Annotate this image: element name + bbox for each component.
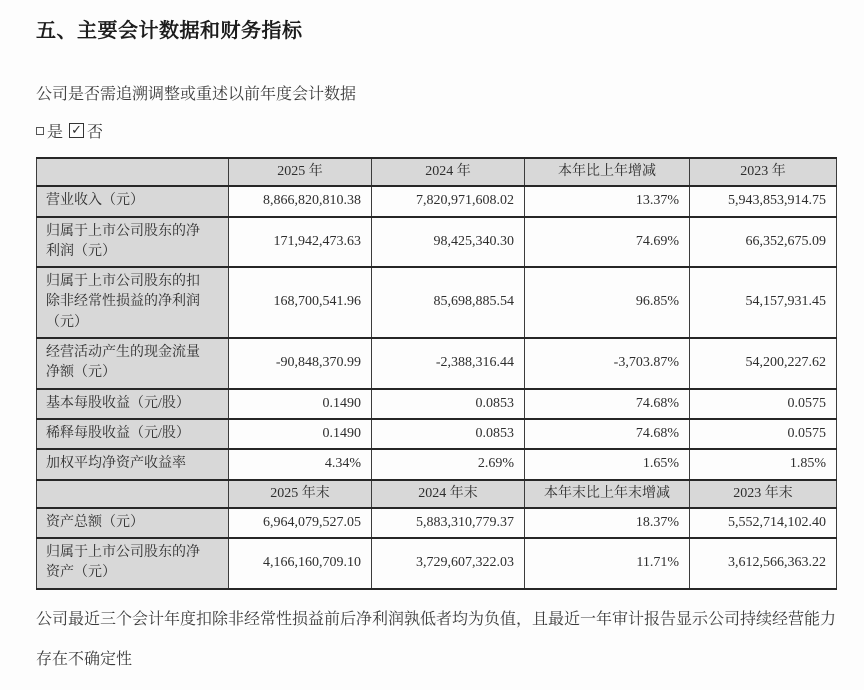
yes-option [36, 119, 63, 142]
header-2024: 2024 年 [372, 158, 525, 186]
table-row [37, 538, 837, 589]
cell-2025: 0.1490 [229, 419, 372, 449]
cell-change: 74.68% [525, 389, 690, 419]
checkbox-yes-unchecked[interactable] [36, 127, 44, 135]
header-change-eoy: 本年末比上年末增减 [525, 480, 690, 508]
no-option [69, 119, 103, 142]
table-row [37, 508, 837, 538]
cell-2024: 3,729,607,322.03 [372, 538, 525, 589]
header-change: 本年比上年增减 [525, 158, 690, 186]
annual-header-row [37, 158, 837, 186]
section-title: 五、主要会计数据和财务指标 [36, 20, 303, 42]
header-2025-eoy: 2025 年末 [229, 480, 372, 508]
cell-2024: 7,820,971,608.02 [372, 186, 525, 216]
table-row [37, 338, 837, 389]
going-concern-note: 公司最近三个会计年度扣除非经常性损益前后净利润孰低者均为负值，且最近一年审计报告显示公司持续经营能力存在不确定性 [36, 610, 837, 668]
cell-2023: 5,552,714,102.40 [690, 508, 837, 538]
cell-2025: 6,964,079,527.05 [229, 508, 372, 538]
cell-2023: 0.0575 [690, 389, 837, 419]
eoy-header-row [37, 480, 837, 508]
cell-change: 74.68% [525, 419, 690, 449]
row-label-cell: 营业收入（元） [37, 186, 229, 216]
cell-2025: 4.34% [229, 449, 372, 479]
table-row [37, 449, 837, 479]
checkbox-no-label: 否 [87, 124, 104, 141]
row-label-cell: 稀释每股收益（元/股） [37, 419, 229, 449]
cell-2024: 5,883,310,779.37 [372, 508, 525, 538]
cell-change: 74.69% [525, 217, 690, 268]
cell-2025: 8,866,820,810.38 [229, 186, 372, 216]
cell-2023: 1.85% [690, 449, 837, 479]
restatement-question: 公司是否需追溯调整或重述以前年度会计数据 [36, 86, 357, 103]
corner-cell [37, 480, 229, 508]
cell-change: 1.65% [525, 449, 690, 479]
cell-2024: 0.0853 [372, 419, 525, 449]
cell-change: -3,703.87% [525, 338, 690, 389]
row-label-cell: 经营活动产生的现金流量净额（元） [37, 338, 229, 389]
corner-cell [37, 158, 229, 186]
table-row [37, 389, 837, 419]
row-label-cell: 加权平均净资产收益率 [37, 449, 229, 479]
cell-2024: 98,425,340.30 [372, 217, 525, 268]
cell-2025: -90,848,370.99 [229, 338, 372, 389]
cell-2024: 0.0853 [372, 389, 525, 419]
cell-2024: -2,388,316.44 [372, 338, 525, 389]
cell-change: 96.85% [525, 267, 690, 338]
cell-change: 18.37% [525, 508, 690, 538]
header-2023-eoy: 2023 年末 [690, 480, 837, 508]
cell-change: 11.71% [525, 538, 690, 589]
table-row [37, 186, 837, 216]
row-label-cell: 归属于上市公司股东的扣除非经常性损益的净利润（元） [37, 267, 229, 338]
cell-2023: 66,352,675.09 [690, 217, 837, 268]
header-2025: 2025 年 [229, 158, 372, 186]
cell-2024: 2.69% [372, 449, 525, 479]
row-label-cell: 基本每股收益（元/股） [37, 389, 229, 419]
checkbox-yes-label: 是 [47, 124, 64, 141]
cell-2023: 54,200,227.62 [690, 338, 837, 389]
cell-2025: 171,942,473.63 [229, 217, 372, 268]
row-label-cell: 归属于上市公司股东的净利润（元） [37, 217, 229, 268]
restatement-answer [36, 119, 838, 142]
cell-2025: 4,166,160,709.10 [229, 538, 372, 589]
cell-2025: 0.1490 [229, 389, 372, 419]
cell-2023: 5,943,853,914.75 [690, 186, 837, 216]
table-row [37, 267, 837, 338]
row-label-cell: 归属于上市公司股东的净资产（元） [37, 538, 229, 589]
row-label-cell: 资产总额（元） [37, 508, 229, 538]
cell-2025: 168,700,541.96 [229, 267, 372, 338]
checkbox-no-checked[interactable]: ✓ [69, 123, 84, 138]
header-2023: 2023 年 [690, 158, 837, 186]
cell-2023: 3,612,566,363.22 [690, 538, 837, 589]
cell-2023: 0.0575 [690, 419, 837, 449]
header-2024-eoy: 2024 年末 [372, 480, 525, 508]
cell-change: 13.37% [525, 186, 690, 216]
cell-2024: 85,698,885.54 [372, 267, 525, 338]
table-row [37, 419, 837, 449]
cell-2023: 54,157,931.45 [690, 267, 837, 338]
table-row [37, 217, 837, 268]
financial-indicators-table [36, 157, 837, 590]
